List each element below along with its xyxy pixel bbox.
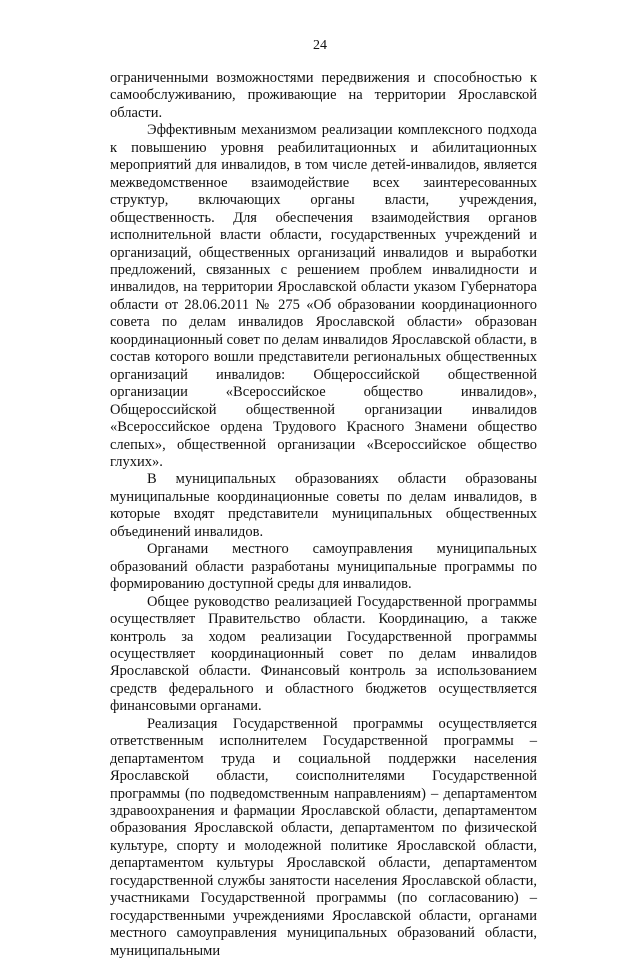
paragraph-2: Эффективным механизмом реализации комплексного подхода к повышению уровня реабилитационных и абилитационных мероприятий для инвалидов, в том числе детей-инвалидов, является межведомственное взаимодействие всех заинтересованных структур, включающих органы власти, учреждения, общественность. Для обеспечения взаимодействия органов исполнительной власти области, государственных учреждений и организаций, общественных организаций инвалидов и выработки предложений, связанных с решением проблем инвалидности и инвалидов, на территории Ярославской области указом Губернатора области от 28.06.2011 № 275 «Об образовании координационного совета по делам инвалидов Ярославской области» образован координационный совет по делам инвалидов Ярославской области, в состав которого вошли представители региональных общественных организаций инвалидов: Общероссийской общественной организации «Всероссийское общество инвалидов», Общероссийской общественной организации инвалидов «Всероссийское ордена Трудового Красного Знамени общество слепых», общественной организации «Всероссийское общество глухих». (110, 122, 537, 470)
page-number: 24 (313, 38, 327, 53)
body-text (110, 70, 537, 960)
paragraph-3: В муниципальных образованиях области образованы муниципальные координационные советы по делам инвалидов, в которые входят представители муниципальных общественных объединений инвалидов. (110, 471, 537, 540)
paragraph-5: Общее руководство реализацией Государственной программы осуществляет Правительство области. Координацию, а также контроль за ходом реализации Государственной программы осуществляет координационный совет по делам инвалидов Ярославской области. Финансовый контроль за использованием средств федерального и областного бюджетов осуществляется финансовыми органами. (110, 593, 537, 715)
paragraph-6: Реализация Государственной программы осуществляется ответственным исполнителем Государственной программы – департаментом труда и социальной поддержки населения Ярославской области, соисполнителями Государственной программы (по подведомственным направлениям) – департаментом здравоохранения и фармации Ярославской области, департаментом образования Ярославской области, департаментом по физической культуре, спорту и молодежной политике Ярославской области, департаментом культуры Ярославской области, департаментом государственной службы занятости населения Ярославской области, участниками Государственной программы (по согласованию) – государственными учреждениями Ярославской области, органами местного самоуправления муниципальных образований области, муниципальными (110, 715, 537, 959)
paragraph-4: Органами местного самоуправления муниципальных образований области разработаны муниципальные программы по формированию доступной среды для инвалидов. (110, 541, 537, 593)
paragraph-1: ограниченными возможностями передвижения и способностью к самообслуживанию, проживающие на территории Ярославской области. (110, 70, 537, 121)
